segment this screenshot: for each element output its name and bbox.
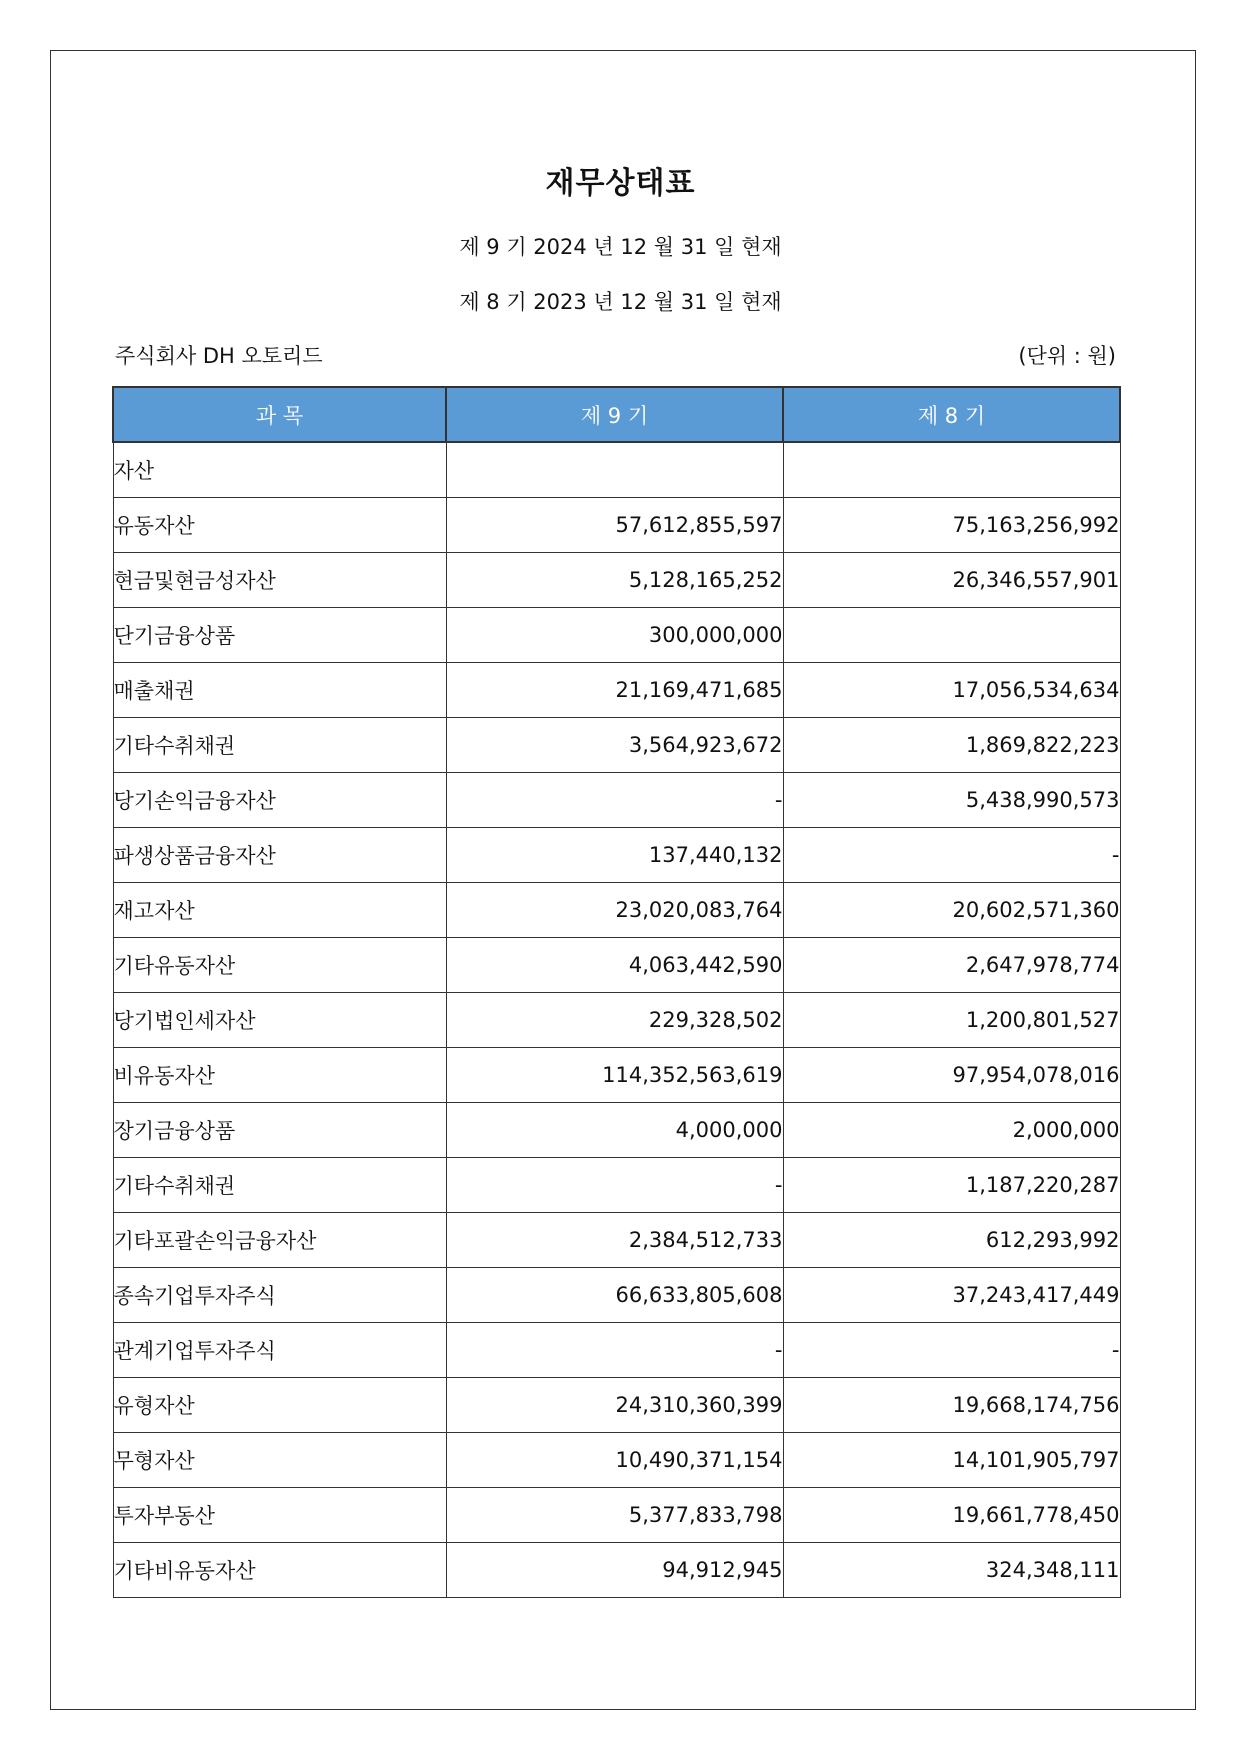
table-row [113, 1323, 1120, 1378]
table-row [113, 1378, 1120, 1433]
account-name: 기타비유동자산 [113, 1543, 446, 1598]
account-name: 당기법인세자산 [113, 993, 446, 1048]
prior-period-value: 17,056,534,634 [783, 663, 1120, 718]
prior-period-value: - [783, 828, 1120, 883]
current-period-value [446, 442, 783, 498]
prior-period-value: 20,602,571,360 [783, 883, 1120, 938]
table-row [113, 993, 1120, 1048]
account-name: 단기금융상품 [113, 608, 446, 663]
prior-period-value: 97,954,078,016 [783, 1048, 1120, 1103]
current-period-value: 94,912,945 [446, 1543, 783, 1598]
current-period-value: 3,564,923,672 [446, 718, 783, 773]
current-period-value: - [446, 1158, 783, 1213]
table-row [113, 498, 1120, 553]
prior-period-value: 5,438,990,573 [783, 773, 1120, 828]
account-name: 기타유동자산 [113, 938, 446, 993]
company-name: 주식회사 DH 오토리드 [115, 344, 323, 368]
current-period-value: 300,000,000 [446, 608, 783, 663]
account-name: 무형자산 [113, 1433, 446, 1488]
account-name: 재고자산 [113, 883, 446, 938]
account-name: 유형자산 [113, 1378, 446, 1433]
account-name: 종속기업투자주식 [113, 1268, 446, 1323]
current-period-value: 4,063,442,590 [446, 938, 783, 993]
table-row [113, 608, 1120, 663]
table-row [113, 718, 1120, 773]
prior-period-value: 19,661,778,450 [783, 1488, 1120, 1543]
table-row [113, 1433, 1120, 1488]
balance-sheet-table [112, 386, 1121, 1598]
current-period-value: - [446, 1323, 783, 1378]
account-name: 기타수취채권 [113, 1158, 446, 1213]
prior-period-value [783, 442, 1120, 498]
table-row [113, 1103, 1120, 1158]
account-name: 자산 [113, 442, 446, 498]
account-name: 현금및현금성자산 [113, 553, 446, 608]
table-row [113, 1048, 1120, 1103]
table-row [113, 553, 1120, 608]
prior-period-value: 19,668,174,756 [783, 1378, 1120, 1433]
account-name: 매출채권 [113, 663, 446, 718]
table-row [113, 1213, 1120, 1268]
account-name: 장기금융상품 [113, 1103, 446, 1158]
prior-period-value: - [783, 1323, 1120, 1378]
current-period-value: 229,328,502 [446, 993, 783, 1048]
current-period-value: 10,490,371,154 [446, 1433, 783, 1488]
account-name: 유동자산 [113, 498, 446, 553]
prior-period-value: 2,647,978,774 [783, 938, 1120, 993]
current-period-value: 137,440,132 [446, 828, 783, 883]
table-header-row [113, 387, 1120, 442]
table-row [113, 663, 1120, 718]
table-row [113, 1543, 1120, 1598]
prior-period-value: 1,187,220,287 [783, 1158, 1120, 1213]
current-period-value: 57,612,855,597 [446, 498, 783, 553]
account-name: 기타포괄손익금융자산 [113, 1213, 446, 1268]
prior-period-value: 324,348,111 [783, 1543, 1120, 1598]
current-period-value: 66,633,805,608 [446, 1268, 783, 1323]
account-name: 기타수취채권 [113, 718, 446, 773]
table-row [113, 883, 1120, 938]
prior-period-value: 26,346,557,901 [783, 553, 1120, 608]
current-period-value: 23,020,083,764 [446, 883, 783, 938]
table-row [113, 1158, 1120, 1213]
current-period-value: 2,384,512,733 [446, 1213, 783, 1268]
current-period-value: 24,310,360,399 [446, 1378, 783, 1433]
current-period-value: 21,169,471,685 [446, 663, 783, 718]
current-period-value: - [446, 773, 783, 828]
table-body [113, 442, 1120, 1598]
unit-label: (단위 : 원) [1018, 344, 1116, 368]
header-prior-period: 제 8 기 [783, 387, 1120, 442]
current-period-value: 4,000,000 [446, 1103, 783, 1158]
prior-period-value: 1,200,801,527 [783, 993, 1120, 1048]
prior-period-value [783, 608, 1120, 663]
account-name: 파생상품금융자산 [113, 828, 446, 883]
table-row [113, 1268, 1120, 1323]
current-period-value: 5,128,165,252 [446, 553, 783, 608]
account-name: 투자부동산 [113, 1488, 446, 1543]
header-current-period: 제 9 기 [446, 387, 783, 442]
table-row [113, 828, 1120, 883]
period-prior: 제 8 기 2023 년 12 월 31 일 현재 [459, 290, 782, 314]
header-account: 과 목 [113, 387, 446, 442]
table-row [113, 938, 1120, 993]
prior-period-value: 1,869,822,223 [783, 718, 1120, 773]
account-name: 관계기업투자주식 [113, 1323, 446, 1378]
prior-period-value: 75,163,256,992 [783, 498, 1120, 553]
table-row [113, 773, 1120, 828]
prior-period-value: 612,293,992 [783, 1213, 1120, 1268]
prior-period-value: 2,000,000 [783, 1103, 1120, 1158]
account-name: 비유동자산 [113, 1048, 446, 1103]
prior-period-value: 37,243,417,449 [783, 1268, 1120, 1323]
document-title: 재무상태표 [545, 166, 696, 201]
account-name: 당기손익금융자산 [113, 773, 446, 828]
period-current: 제 9 기 2024 년 12 월 31 일 현재 [459, 235, 782, 259]
current-period-value: 5,377,833,798 [446, 1488, 783, 1543]
prior-period-value: 14,101,905,797 [783, 1433, 1120, 1488]
table-row [113, 442, 1120, 498]
table-row [113, 1488, 1120, 1543]
current-period-value: 114,352,563,619 [446, 1048, 783, 1103]
